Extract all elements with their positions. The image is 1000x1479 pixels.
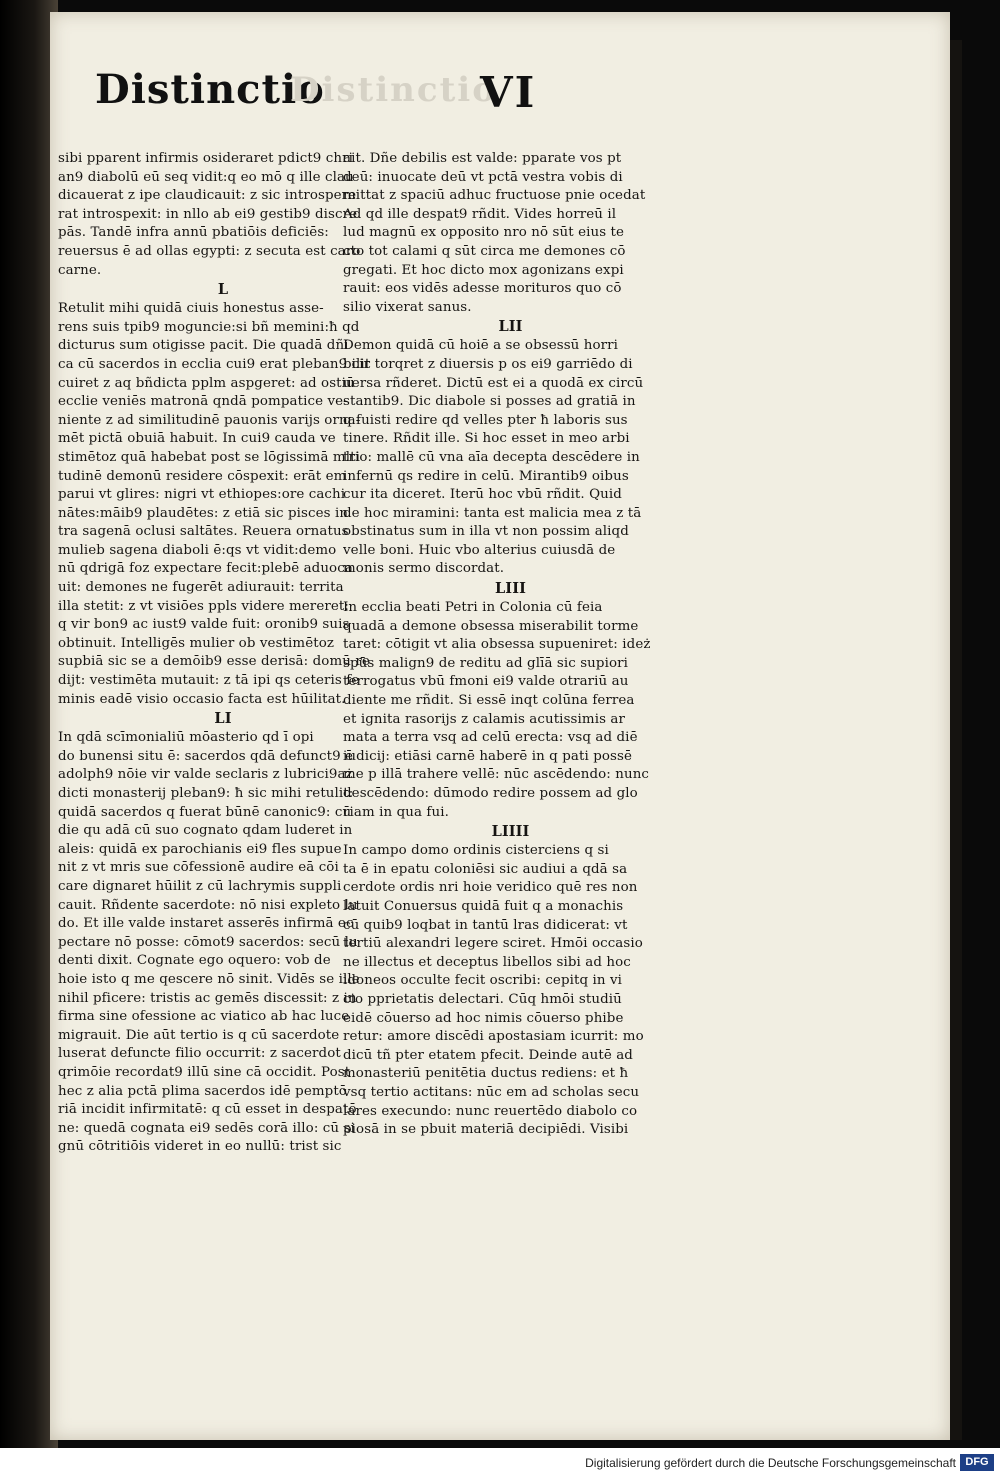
text-line: firma sine ofessione ac viatico ab hac luce: [58, 1009, 350, 1025]
text-line: gnū cōtritiōis videret in eo nullū: trist sic: [58, 1139, 342, 1155]
text-line: do bunensi situ ē: sacerdos qdā defunct9 ē: [58, 748, 354, 764]
text-line: quadā a demone obsessa miserabilit torme: [343, 618, 639, 634]
text-line: In qdā scīmonialiū mōasterio qd ī opi: [58, 730, 314, 746]
text-line: die qu adā cū suo cognato qdam luderet in: [58, 823, 353, 839]
text-line: me p illā trahere vellē: nūc ascēdendo: nunc: [343, 767, 650, 783]
text-line: spūs malign9 de reditu ad glīā sic supiori: [343, 655, 629, 671]
text-line: eidē cōuerso ad hoc nimis cōuerso phibe: [343, 1010, 624, 1026]
text-line: mata a terra vsq ad celū erecta: vsq ad diē: [343, 730, 638, 746]
text-line: ait. Dñe debilis est valde: pparate vos pt: [343, 151, 622, 166]
text-line: infernū qs redire in celū. Mirantib9 oibus: [343, 468, 629, 484]
running-head-word: Distinctio: [95, 66, 325, 113]
text-line: denti dixit. Cognate ego oquero: vob de: [58, 953, 331, 969]
text-line: stimētoz quā habebat post se lōgissimā mlti: [58, 449, 360, 465]
text-line: nit z vt mris sue cōfessionē audire eā cōi: [58, 860, 339, 876]
text-line: dijt: vestimēta mutauit: z tā ipi qs ceteris fe: [58, 673, 360, 689]
text-line: idoneos occulte fecit oscribi: cepitq in vi: [343, 973, 623, 989]
text-line: adolph9 nōie vir valde seclaris z lubrici9aż: [58, 767, 353, 783]
text-line: lud magnū ex opposito nro nō sūt eius te: [343, 225, 625, 241]
text-line: obtinuit. Intelligēs mulier ob vestimētoz: [58, 635, 335, 651]
text-line: cauit. Rñdente sacerdote: nō nisi expleto lu: [58, 897, 358, 913]
funding-notice: Digitalisierung gefördert durch die Deutsche Forschungsgemeinschaft: [585, 1456, 956, 1470]
page-edge: [950, 40, 962, 1440]
text-line: cto tot calami q sūt circa me demones cō: [343, 243, 626, 259]
text-line: monasteriū penitētia ductus rediens: et ħ: [343, 1066, 629, 1082]
text-line: de hoc miramini: tanta est malicia mea z tā: [343, 505, 642, 521]
chapter-number: LIIII: [491, 823, 530, 841]
text-line: care dignaret hūilit z cū lachrymis suppli: [58, 878, 342, 894]
text-line: rens suis tpib9 moguncie:si bñ memini:ħ qd: [58, 319, 360, 335]
text-line: descēdendo: dūmodo redire possem ad glo: [343, 786, 638, 801]
text-line: niente z ad similitudinē pauonis varijs orna-: [58, 412, 361, 428]
text-line: ta ē in epatu coloniēsi sic audiui a qdā sa: [343, 861, 628, 877]
text-line: ne: quedā cognata ei9 sedēs corā illo: cū si: [58, 1120, 355, 1136]
text-line: dicū tñ pter etatem pfecit. Deinde autē ad: [343, 1047, 633, 1063]
text-line: q fuisti redire qd velles pter ħ laboris sus: [343, 412, 628, 428]
text-line: dicti monasterij pleban9: ħ sic mihi retulit:: [58, 786, 354, 801]
text-line: illa stetit: z vt visiōes ppls videre mereret:: [58, 598, 349, 614]
text-line: riā incidit infirmitatē: q cū esset in despatō: [58, 1102, 357, 1118]
text-line: gregati. Et hoc dicto mox agonizans expi: [343, 262, 624, 278]
text-line: riam in qua fui.: [343, 804, 449, 820]
text-line: terrogatus vbū fmoni ei9 valde otrariū au: [343, 674, 629, 690]
distinction-number: VI: [480, 68, 537, 117]
text-line: silio vixerat sanus.: [343, 299, 472, 315]
chapter-number: L: [217, 281, 229, 299]
text-line: tinere. Rñdit ille. Si hoc esset in meo arbi: [343, 431, 630, 447]
show-through-text: Distinctio: [290, 70, 497, 110]
text-line: pectare nō posse: cōmot9 sacerdos: secū lu: [58, 934, 358, 950]
text-line: carne.: [58, 262, 102, 278]
text-line: retur: amore discēdi apostasiam icurrit: mo: [343, 1029, 644, 1045]
text-line: iudicij: etiāsi carnē haberē in q pati possē: [343, 748, 632, 764]
text-line: dicturus sum otigisse pacit. Die quadā dñi: [58, 338, 349, 354]
text-line: bilit torqret z diuersis p os ei9 garriēdo di: [343, 356, 633, 372]
text-line: vsq tertio actitans: nūc em ad scholas secu: [343, 1084, 640, 1100]
text-line: luserat defuncte filio occurrit: z sacerdot: [58, 1046, 341, 1062]
text-line: aleis: quidā ex parochianis ei9 fles supue: [58, 841, 342, 857]
left-text-column: [58, 150, 388, 1157]
text-line: hoie isto q me qescere nō sinit. Vidēs se ille: [58, 971, 360, 987]
text-line: diente me rñdit. Si essē inqt colūna ferrea: [343, 693, 635, 709]
text-line: velle boni. Huic vbo alterius cuiusdā de: [343, 542, 616, 558]
text-line: In ecclia beati Petri in Colonia cū feia: [343, 600, 603, 616]
text-line: taret: cōtigit vt alia obsessa supueniret: ideż: [343, 637, 651, 653]
text-line: reuersus ē ad ollas egypti: z secuta est caro: [58, 243, 361, 259]
text-line: cerdote ordis nri hoie veridico quē res non: [343, 880, 638, 896]
text-line: deū: inuocate deū vt pctā vestra vobis di: [343, 169, 623, 185]
text-line: nātes:māib9 plaudētes: z etiā sic pisces in: [58, 505, 349, 521]
text-line: uit: demones ne fugerēt adiurauit: territa: [58, 580, 344, 596]
text-line: trio: mallē cū vna aīa decepta descēdere in: [343, 449, 640, 465]
text-line: tra sagenā oclusi saltātes. Reuera ornatus: [58, 524, 349, 540]
text-line: latuit Conuersus quidā fuit q a monachis: [343, 898, 624, 914]
text-line: monis sermo discordat.: [343, 561, 505, 577]
text-line: cio pprietatis delectari. Cūq hmōi studiū: [343, 991, 622, 1007]
text-line: q vir bon9 ac iust9 valde fuit: oronib9 suis: [58, 617, 350, 633]
text-line: cur ita diceret. Iterū hoc vbū rñdit. Quid: [343, 487, 622, 503]
text-line: lares execundo: nunc reuertēdo diabolo co: [343, 1103, 638, 1119]
text-line: piosā in se pbuit materiā decipiēdi. Visibi: [343, 1122, 629, 1138]
text-line: cū quib9 loqbat in tantū lras didicerat: vt: [343, 917, 628, 933]
text-line: obstinatus sum in illa vt non possim aliqd: [343, 524, 629, 540]
text-line: migrauit. Die aūt tertio is q cū sacerdote: [58, 1027, 340, 1043]
chapter-number: LI: [214, 710, 232, 728]
text-line: ne illectus et deceptus libellos sibi ad hoc: [343, 954, 631, 970]
text-line: tertiū alexandri legere sciret. Hmōi occasio: [343, 936, 643, 952]
text-line: rat introspexit: in nllo ab ei9 gestib9 discre: [58, 206, 358, 222]
chapter-number: LIII: [495, 580, 526, 598]
text-line: ecclie veniēs matronā qndā pompatice ve-: [58, 394, 348, 410]
text-line: pās. Tandē infra annū pbatiōis deficiēs:: [58, 225, 329, 241]
text-line: qrimōie recordat9 illū sine cā occidit. Post: [58, 1064, 351, 1080]
text-line: mulieb sagena diaboli ē:qs vt vidit:demo: [58, 542, 337, 558]
running-head: [95, 66, 535, 136]
text-line: parui vt glires: nigri vt ethiopes:ore cachi: [58, 487, 346, 503]
text-line: do. Et ille valde instaret asserēs infirmā ec: [58, 916, 354, 932]
text-line: sibi pparent infirmis osideraret pdict9 chri: [58, 151, 353, 166]
text-line: supbiā sic se a demōib9 esse derisā: domū re: [58, 654, 370, 670]
text-line: Retulit mihi quidā ciuis honestus asse-: [58, 301, 324, 317]
chapter-number: LII: [498, 318, 523, 336]
dfg-logo-icon: DFG: [960, 1454, 994, 1471]
text-line: In campo domo ordinis cisterciens q si: [343, 843, 609, 859]
text-line: tudinē demonū residere cōspexit: erāt em: [58, 468, 347, 484]
text-line: an9 diabolū eū seq vidit:q eo mō q ille clau: [58, 169, 354, 185]
text-line: Ad qd ille despat9 rñdit. Vides horreū il: [343, 206, 617, 222]
text-line: nū qdrigā foz expectare fecit:plebē aduoca: [58, 561, 353, 577]
text-line: et ignita rasorijs z calamis acutissimis ar: [343, 711, 625, 727]
text-line: uersa rñderet. Dictū est ei a quodā ex circū: [343, 375, 644, 391]
text-line: hec z alia pctā plima sacerdos idē pemptō: [58, 1083, 347, 1099]
text-line: rauit: eos vidēs adesse morituros quo cō: [343, 281, 622, 297]
text-line: dicauerat z ipe claudicauit: z sic introspere: [58, 188, 357, 204]
text-line: stantib9. Dic diabole si posses ad gratiā in: [343, 394, 636, 410]
text-line: quidā sacerdos q fuerat būnē canonic9: cū: [58, 804, 352, 820]
digitization-footer: [0, 1448, 1000, 1479]
right-text-column: [343, 150, 678, 1140]
text-line: ca cū sacerdos in ecclia cui9 erat pleban9 cir: [58, 356, 371, 372]
text-line: minis eadē visio occasio facta est hūilitat.: [58, 691, 346, 707]
text-line: cuiret z aq bñdicta pplm aspgeret: ad ostiū: [58, 375, 355, 391]
text-line: nihil pficere: tristis ac gemēs discessit: z in: [58, 990, 357, 1006]
text-line: mittat z spaciū adhuc fructuose pnie ocedat: [343, 188, 646, 204]
text-line: mēt pictā obuiā habuit. In cui9 cauda ve: [58, 431, 336, 447]
text-line: Demon quidā cū hoiē a se obsessū horri: [343, 338, 619, 354]
